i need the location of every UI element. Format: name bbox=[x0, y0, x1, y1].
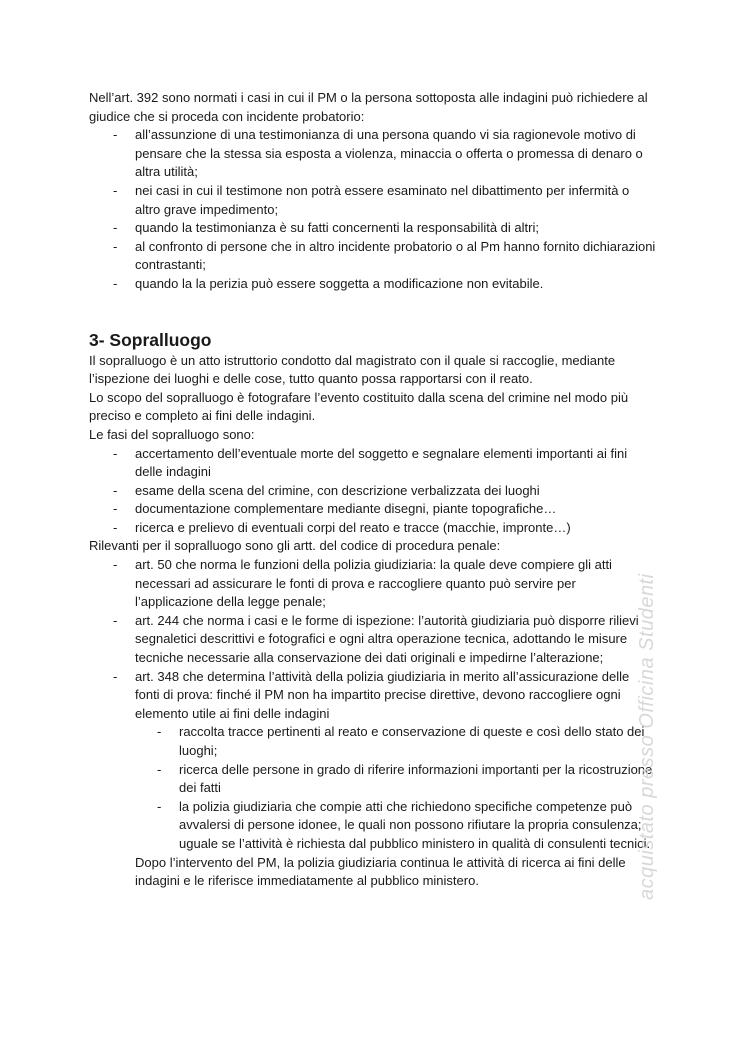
sub-list bbox=[135, 723, 657, 853]
bullet-dash: - bbox=[113, 445, 118, 461]
list-item-text: al confronto di persone che in altro incidente probatorio o al Pm hanno fornito dichiarazioni contrastanti; bbox=[135, 238, 656, 273]
sub-list-item-text: la polizia giudiziaria che compie atti che richiedono specifiche competenze può avvalersi di persone idonee, le quali non possono rifiutare la propria consulenza; uguale se l’attività è richiesta dal pubblico ministero in qualità di consulenti tecnici. bbox=[179, 798, 651, 851]
section-paragraph-3: Le fasi del sopralluogo sono: bbox=[89, 426, 255, 442]
list-item bbox=[89, 668, 657, 854]
list-item-text: art. 244 che norma i casi e le forme di ispezione: l’autorità giudiziaria può disporre rilievi segnaletici descrittivi e fotografici e ogni altra operazione tecnica, adottando le misure tecniche necessarie alla conservazione dei dati originali e impedirne l’alterazione; bbox=[135, 612, 639, 666]
section-paragraph-2: Lo scopo del sopralluogo è fotografare l’evento costituito dalla scena del crimine nel modo più preciso e completo ai fini delle indagini. bbox=[89, 389, 629, 424]
list-item bbox=[89, 482, 657, 501]
page-content bbox=[89, 89, 657, 891]
list-item-text: art. 50 che norma le funzioni della polizia giudiziaria: la quale deve compiere gli atti necessari ad assicurare le fonti di prova e raccogliere quanto può servire per l’applicazione della legge penale; bbox=[135, 557, 612, 610]
list-item-text: accertamento dell’eventuale morte del soggetto e segnalare elementi importanti ai fini delle indagini bbox=[135, 445, 628, 480]
section-paragraph-4: Rilevanti per il sopralluogo sono gli artt. del codice di procedura penale: bbox=[89, 538, 501, 554]
bullet-dash: - bbox=[113, 519, 118, 535]
bullet-dash: - bbox=[113, 182, 118, 198]
sub-list-item bbox=[135, 798, 657, 854]
list-item-text: esame della scena del crimine, con descrizione verbalizzata dei luoghi bbox=[135, 482, 540, 498]
sub-list-item-text: ricerca delle persone in grado di riferire informazioni importanti per la ricostruzione dei fatti bbox=[179, 761, 653, 796]
list-item-text: nei casi in cui il testimone non potrà essere esaminato nel dibattimento per infermità o altro grave impedimento; bbox=[135, 182, 630, 217]
list-item bbox=[89, 612, 657, 668]
phases-list bbox=[89, 445, 657, 538]
section-heading: 3- Sopralluogo bbox=[89, 329, 212, 350]
list-item bbox=[89, 182, 657, 219]
list-item bbox=[89, 126, 657, 182]
bullet-dash: - bbox=[113, 238, 118, 254]
sub-list-item bbox=[135, 723, 657, 760]
intro-paragraph: Nell’art. 392 sono normati i casi in cui il PM o la persona sottoposta alle indagini può richiedere al giudice che si proceda con incidente probatorio: bbox=[89, 90, 648, 124]
bullet-dash: - bbox=[157, 724, 162, 740]
intro-list bbox=[89, 126, 657, 293]
list-item-text: all’assunzione di una testimonianza di una persona quando vi sia ragionevole motivo di pensare che la stessa sia esposta a violenza, minaccia o offerta o promessa di denaro o altra utilità; bbox=[135, 127, 643, 180]
bullet-dash: - bbox=[113, 127, 118, 143]
list-item bbox=[89, 219, 657, 238]
bullet-dash: - bbox=[157, 798, 162, 814]
bullet-dash: - bbox=[113, 557, 118, 573]
list-item-text: quando la testimonianza è su fatti concernenti la responsabilità di altri; bbox=[135, 220, 539, 236]
bullet-dash: - bbox=[113, 501, 118, 517]
closing-paragraph: Dopo l’intervento del PM, la polizia giudiziaria continua le attività di ricerca ai fini delle indagini e le riferisce immediatamente al pubblico ministero. bbox=[135, 854, 626, 889]
list-item bbox=[89, 445, 657, 482]
list-item bbox=[89, 238, 657, 275]
list-item-text: ricerca e prelievo di eventuali corpi del reato e tracce (macchie, impronte…) bbox=[135, 519, 571, 535]
articles-list bbox=[89, 556, 657, 854]
watermark: acquistato presso Officina Studenti bbox=[636, 573, 658, 900]
bullet-dash: - bbox=[113, 482, 118, 498]
bullet-dash: - bbox=[157, 761, 162, 777]
list-item bbox=[89, 519, 657, 538]
list-item bbox=[89, 556, 657, 612]
section-paragraph-1: Il sopralluogo è un atto istruttorio condotto dal magistrato con il quale si raccoglie, mediante l’ispezione dei luoghi e delle cose, tutto quanto possa rapportarsi con il reato. bbox=[89, 352, 616, 387]
list-item bbox=[89, 500, 657, 519]
bullet-dash: - bbox=[113, 220, 118, 236]
bullet-dash: - bbox=[113, 612, 118, 628]
bullet-dash: - bbox=[113, 668, 118, 684]
bullet-dash: - bbox=[113, 275, 118, 291]
list-item-text: art. 348 che determina l’attività della polizia giudiziaria in merito all’assicurazione delle fonti di prova: finché il PM non ha impartito precise direttive, devono raccogliere ogni elemento utile ai fini delle indagini bbox=[135, 668, 630, 721]
sub-list-item-text: raccolta tracce pertinenti al reato e conservazione di queste e così dello stato dei luoghi; bbox=[179, 724, 645, 758]
sub-list-item bbox=[135, 761, 657, 798]
list-item bbox=[89, 275, 657, 294]
list-item-text: documentazione complementare mediante disegni, piante topografiche… bbox=[135, 501, 557, 517]
list-item-text: quando la la perizia può essere soggetta a modificazione non evitabile. bbox=[135, 275, 544, 291]
